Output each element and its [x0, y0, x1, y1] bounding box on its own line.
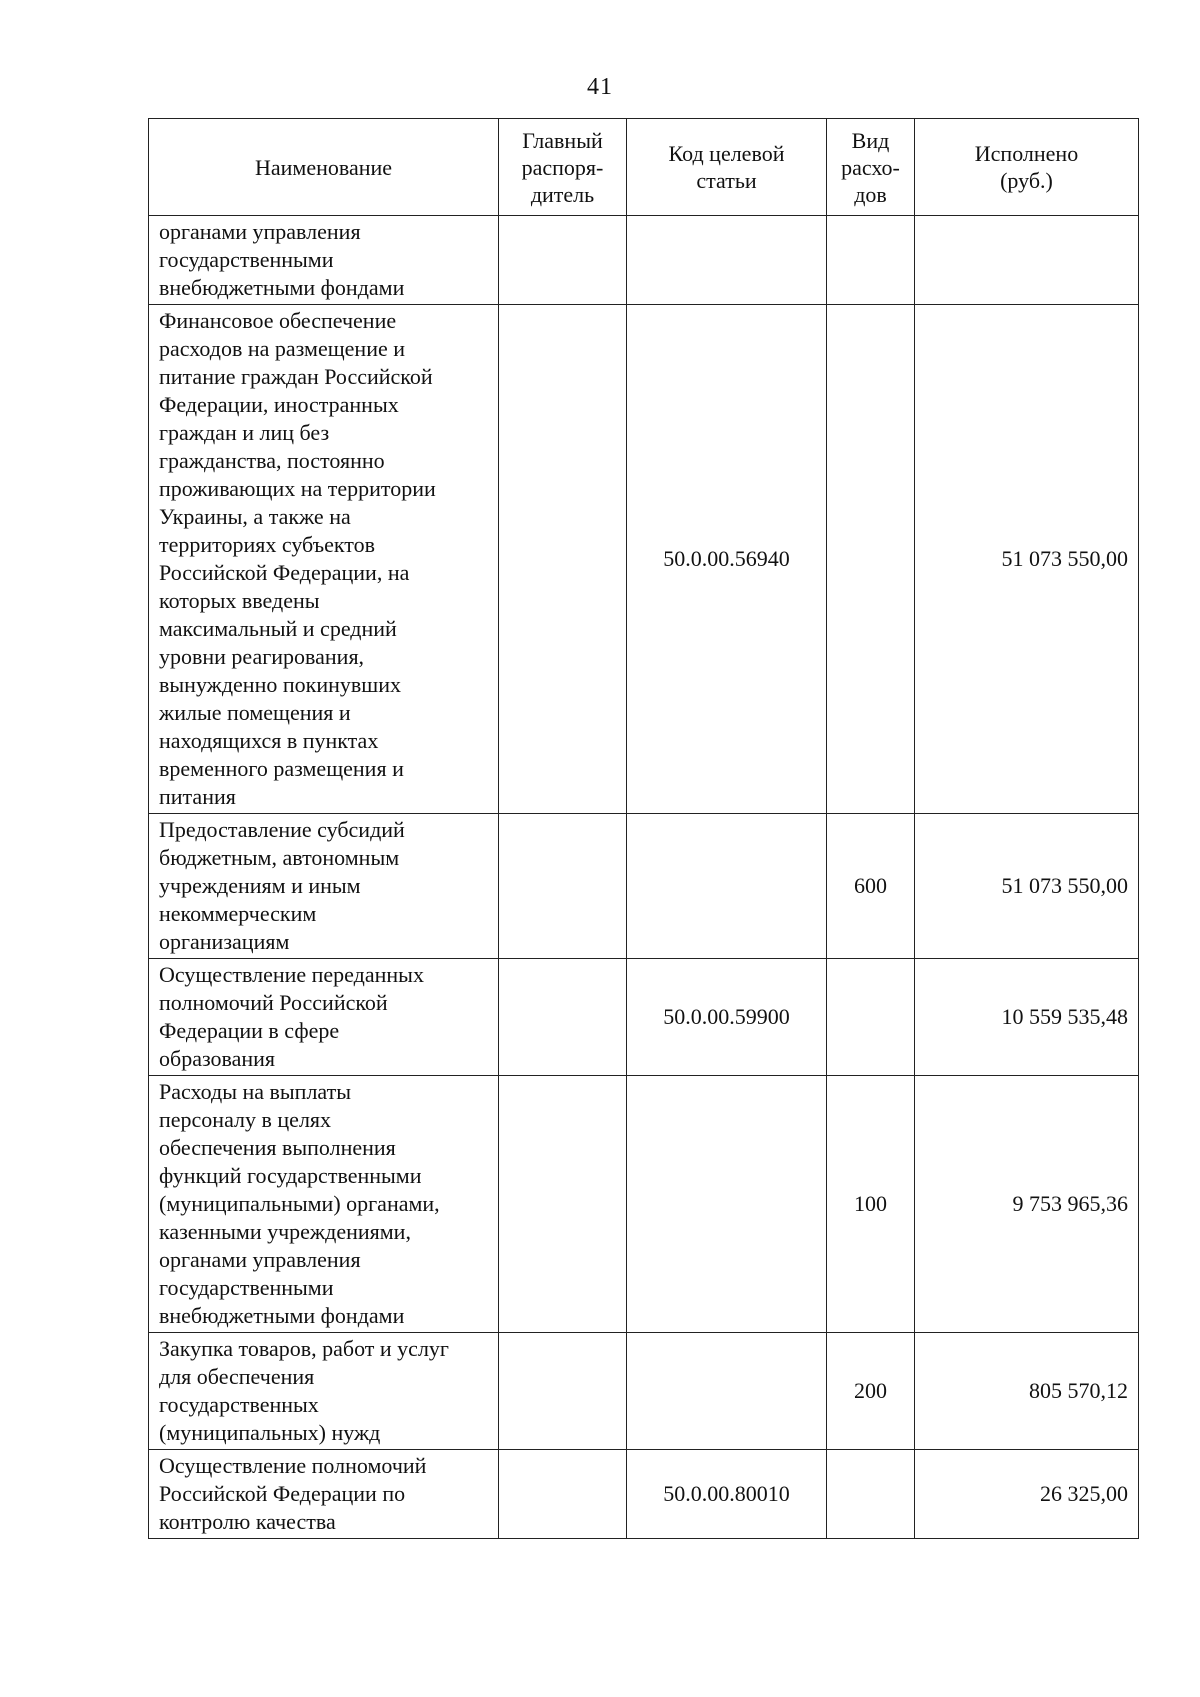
header-executed: Исполнено (руб.): [915, 119, 1139, 216]
header-target-code: Код целевой статьи: [627, 119, 827, 216]
header-row: [149, 119, 1139, 216]
table-row: [149, 1333, 1139, 1450]
row-executed: [915, 216, 1139, 305]
row-name: Финансовое обеспечение расходов на размещение и питание граждан Российской Федерации, иностранных граждан и лиц без гражданства, постоянно проживающих на территории Украины, а также на территориях субъектов Российской Федерации, на которых введены максимальный и средний уровни реагирования, вынужденно покинувших жилые помещения и находящихся в пунктах временного размещения и питания: [149, 305, 499, 814]
row-target-code: 50.0.00.59900: [627, 959, 827, 1076]
row-chief-manager: [499, 959, 627, 1076]
row-chief-manager: [499, 216, 627, 305]
budget-table: [148, 118, 1139, 1539]
row-target-code: 50.0.00.80010: [627, 1450, 827, 1539]
row-expense-type: [827, 1450, 915, 1539]
row-name: Осуществление полномочий Российской Федерации по контролю качества: [149, 1450, 499, 1539]
row-expense-type: [827, 216, 915, 305]
row-executed: 51 073 550,00: [915, 814, 1139, 959]
table-row: [149, 1450, 1139, 1539]
row-target-code: [627, 216, 827, 305]
table-row: [149, 305, 1139, 814]
header-name: Наименование: [149, 119, 499, 216]
row-chief-manager: [499, 814, 627, 959]
table-row: [149, 814, 1139, 959]
table-body: [149, 216, 1139, 1539]
row-target-code: [627, 814, 827, 959]
row-chief-manager: [499, 1076, 627, 1333]
header-expense-type: Вид расхо- дов: [827, 119, 915, 216]
row-chief-manager: [499, 305, 627, 814]
row-name: Закупка товаров, работ и услуг для обеспечения государственных (муниципальных) нужд: [149, 1333, 499, 1450]
row-chief-manager: [499, 1333, 627, 1450]
row-expense-type: 100: [827, 1076, 915, 1333]
row-expense-type: 600: [827, 814, 915, 959]
row-target-code: [627, 1333, 827, 1450]
row-name: органами управления государственными внебюджетными фондами: [149, 216, 499, 305]
table-row: [149, 959, 1139, 1076]
row-target-code: 50.0.00.56940: [627, 305, 827, 814]
row-executed: 26 325,00: [915, 1450, 1139, 1539]
row-executed: 9 753 965,36: [915, 1076, 1139, 1333]
row-executed: 51 073 550,00: [915, 305, 1139, 814]
row-target-code: [627, 1076, 827, 1333]
row-executed: 10 559 535,48: [915, 959, 1139, 1076]
table-row: [149, 1076, 1139, 1333]
row-chief-manager: [499, 1450, 627, 1539]
page-number: 41: [587, 74, 613, 100]
row-name: Расходы на выплаты персоналу в целях обеспечения выполнения функций государственными (муниципальными) органами, казенными учреждениями, органами управления государственными внебюджетными фондами: [149, 1076, 499, 1333]
header-chief-manager: Главный распоря- дитель: [499, 119, 627, 216]
table-header: [149, 119, 1139, 216]
table-row: [149, 216, 1139, 305]
row-executed: 805 570,12: [915, 1333, 1139, 1450]
row-expense-type: [827, 959, 915, 1076]
row-expense-type: 200: [827, 1333, 915, 1450]
row-expense-type: [827, 305, 915, 814]
row-name: Осуществление переданных полномочий Российской Федерации в сфере образования: [149, 959, 499, 1076]
row-name: Предоставление субсидий бюджетным, автономным учреждениям и иным некоммерческим организациям: [149, 814, 499, 959]
